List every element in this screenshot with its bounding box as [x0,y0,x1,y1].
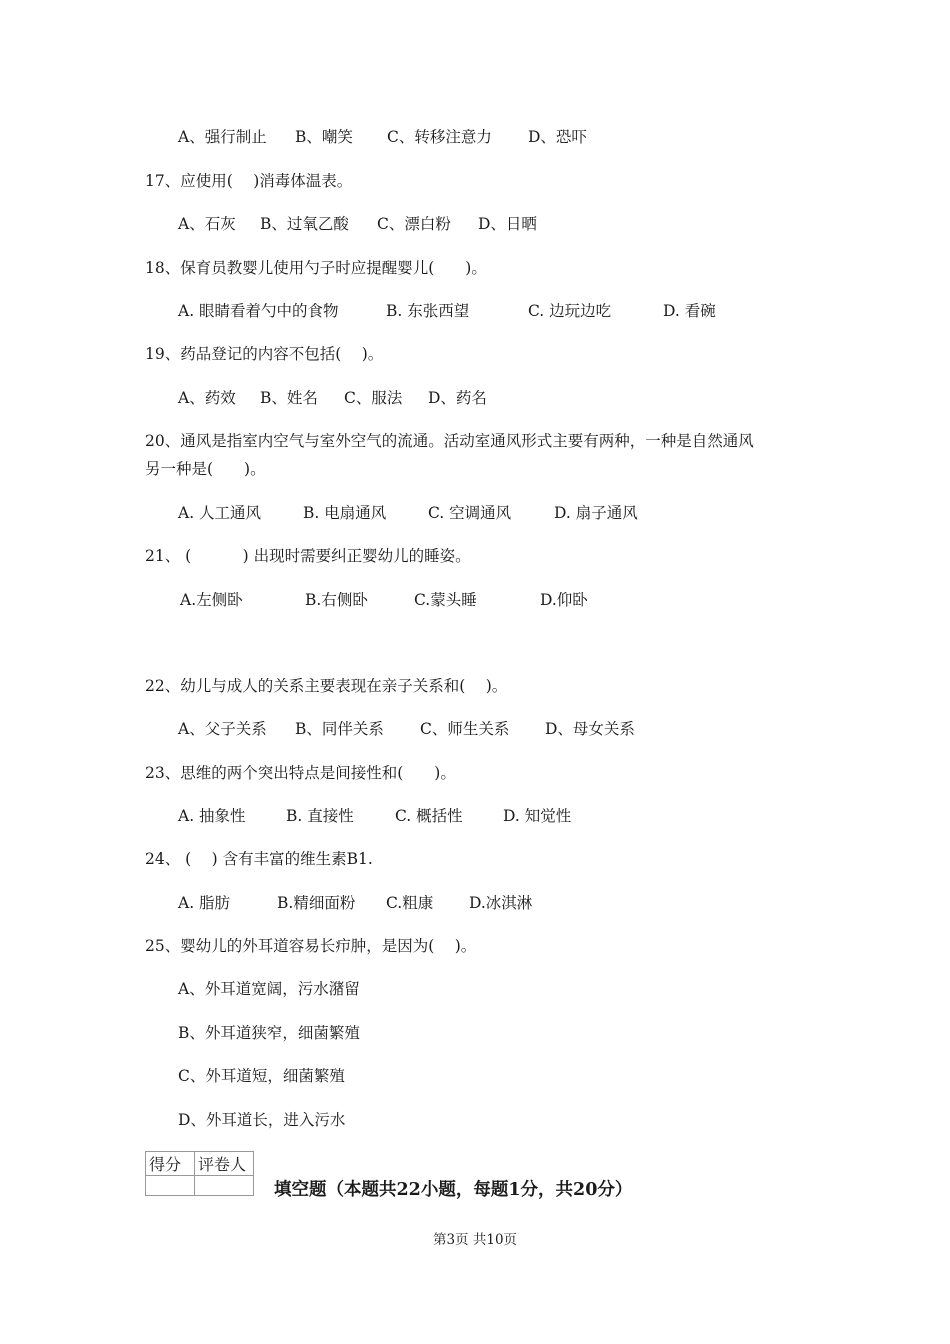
q23-option-b: B. 直接性 [286,807,354,825]
q24-option-b: B.精细面粉 [277,894,356,912]
q22-option-a: A、父子关系 [178,720,267,738]
q25-text: 25、婴幼儿的外耳道容易长疖肿，是因为( )。 [145,937,477,955]
q17-text: 17、应使用( )消毒体温表。 [145,172,353,190]
q25-option-d: D、外耳道长，进入污水 [178,1111,346,1129]
q16-option-d: D、恐吓 [528,128,587,146]
q18-option-c: C. 边玩边吃 [528,302,612,320]
q22-option-b: B、同伴关系 [295,720,384,738]
q20-text-line2: 另一种是( )。 [145,460,266,478]
q19-option-c: C、服法 [344,389,403,407]
score-cell[interactable] [146,1176,195,1196]
q18-option-d: D. 看碗 [663,302,716,320]
q21-option-b: B.右侧卧 [305,591,368,609]
q17-option-d: D、日晒 [478,215,537,233]
q19-option-b: B、姓名 [260,389,318,407]
q22-option-c: C、师生关系 [420,720,510,738]
q16-option-b: B、嘲笑 [295,128,353,146]
q23-option-d: D. 知觉性 [503,807,572,825]
q22-option-d: D、母女关系 [545,720,635,738]
grader-label: 评卷人 [195,1152,254,1176]
q20-option-c: C. 空调通风 [428,504,512,522]
q24-option-d: D.冰淇淋 [469,894,533,912]
q21-option-a: A.左侧卧 [180,591,243,609]
q21-option-d: D.仰卧 [540,591,588,609]
q24-option-c: C.粗康 [386,894,434,912]
q20-option-a: A. 人工通风 [178,504,262,522]
q20-option-b: B. 电扇通风 [303,504,387,522]
q22-text: 22、幼儿与成人的关系主要表现在亲子关系和( )。 [145,677,508,695]
q24-option-a: A. 脂肪 [178,894,231,912]
q18-text: 18、保育员教婴儿使用勺子时应提醒婴儿( )。 [145,259,487,277]
q18-option-b: B. 东张西望 [386,302,470,320]
q24-text: 24、 ( ) 含有丰富的维生素B1. [145,850,373,868]
q19-option-a: A、药效 [178,389,236,407]
grader-cell[interactable] [195,1176,254,1196]
q20-option-d: D. 扇子通风 [554,504,638,522]
q21-text: 21、 ( ) 出现时需要纠正婴幼儿的睡姿。 [145,547,471,565]
q18-option-a: A. 眼睛看着勺中的食物 [178,302,339,320]
q16-option-c: C、转移注意力 [387,128,492,146]
section-title: 填空题（本题共22小题，每题1分，共20分） [274,1180,633,1200]
q25-option-b: B、外耳道狭窄，细菌繁殖 [178,1024,360,1042]
q17-option-a: A、石灰 [178,215,236,233]
q23-option-c: C. 概括性 [395,807,463,825]
q16-option-a: A、强行制止 [178,128,267,146]
q17-option-c: C、漂白粉 [377,215,451,233]
q25-option-c: C、外耳道短，细菌繁殖 [178,1067,345,1085]
score-box [145,1151,254,1196]
q19-text: 19、药品登记的内容不包括( )。 [145,345,384,363]
q21-option-c: C.蒙头睡 [414,591,477,609]
q23-option-a: A. 抽象性 [178,807,246,825]
score-label: 得分 [146,1152,195,1176]
q17-option-b: B、过氧乙酸 [260,215,349,233]
q20-text-line1: 20、通风是指室内空气与室外空气的流通。活动室通风形式主要有两种，一种是自然通风 [145,432,754,450]
q25-option-a: A、外耳道宽阔，污水潴留 [178,980,360,998]
page-footer: 第3页 共10页 [432,1232,518,1248]
q23-text: 23、思维的两个突出特点是间接性和( )。 [145,764,456,782]
q19-option-d: D、药名 [428,389,487,407]
